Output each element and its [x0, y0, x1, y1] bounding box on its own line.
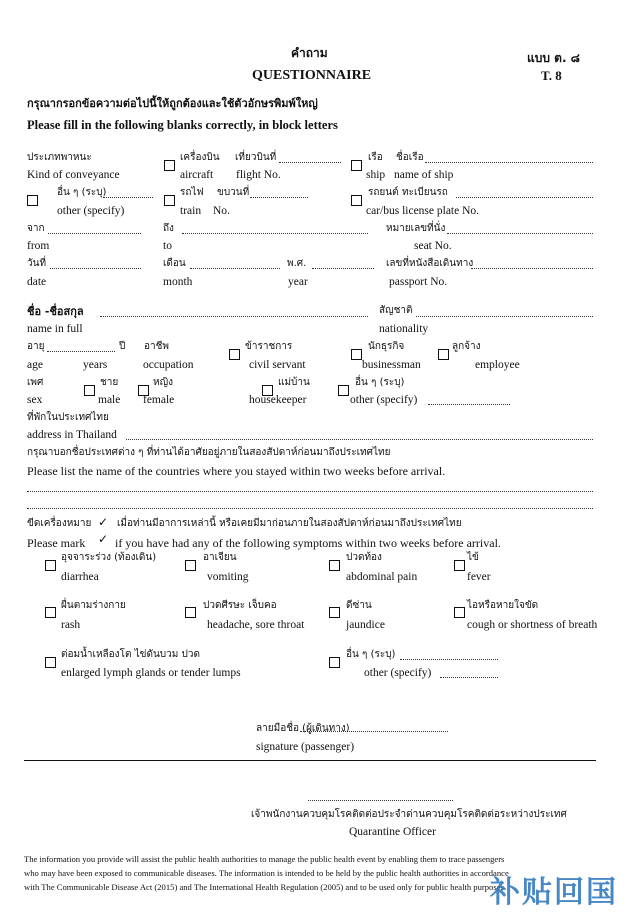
sex-label-th: เพศ	[27, 377, 44, 388]
seat-field[interactable]	[447, 233, 593, 234]
female-label-th: หญิง	[153, 377, 173, 388]
nationality-field[interactable]	[416, 316, 593, 317]
symptoms-intro-en-a: Please mark	[27, 536, 86, 550]
fever-label-th: ไข้	[467, 552, 479, 563]
car-checkbox[interactable]	[351, 195, 362, 206]
other-symptom-field-2[interactable]	[440, 677, 498, 678]
vomiting-checkbox[interactable]	[185, 560, 196, 571]
checkmark-icon: ✓	[98, 532, 109, 546]
form-number-en: T. 8	[541, 68, 562, 83]
car-label-en: car/bus license plate No.	[366, 205, 480, 217]
other-symptom-field-1[interactable]	[400, 659, 498, 660]
male-label-en: male	[98, 394, 121, 406]
to-label-th: ถึง	[163, 223, 174, 234]
jaundice-label-en: jaundice	[346, 619, 385, 631]
countries-label-en: Please list the name of the countries where you stayed within two weeks before arrival.	[27, 464, 446, 478]
countries-field-line-2[interactable]	[27, 508, 593, 509]
other-symptom-checkbox[interactable]	[329, 657, 340, 668]
sex-label-en: sex	[27, 394, 43, 406]
year-field[interactable]	[312, 268, 374, 269]
employee-label-th: ลูกจ้าง	[452, 341, 481, 352]
footer-line: The information you provide will assist the public health authorities to manage the public health event by enabling them to trace passengers	[24, 854, 505, 864]
other-occupation-field[interactable]	[428, 404, 510, 405]
seat-label-th: หมายเลขที่นั่ง	[386, 223, 446, 234]
male-checkbox[interactable]	[84, 385, 95, 396]
name-label-th: ชื่อ -ชื่อสกุล	[27, 305, 84, 318]
year-label-th: พ.ศ.	[287, 258, 307, 269]
ship-name-field[interactable]	[425, 162, 593, 163]
jaundice-label-th: ดีซ่าน	[346, 600, 372, 611]
rash-label-en: rash	[61, 619, 81, 631]
seat-label-en: seat No.	[414, 240, 452, 252]
footer-line: who may have been exposed to communicable diseases. The information is intended to be held by the public health authorities in accordance	[24, 868, 509, 878]
to-label-en: to	[163, 240, 172, 252]
nationality-label-th: สัญชาติ	[379, 305, 413, 316]
title-en: QUESTIONNAIRE	[252, 68, 372, 83]
other-conveyance-field[interactable]	[103, 197, 153, 198]
address-label-en: address in Thailand	[27, 429, 117, 441]
other-occupation-label-en: other (specify)	[350, 394, 418, 406]
name-label-en: name in full	[27, 323, 83, 335]
officer-label-th: เจ้าพนักงานควบคุมโรคติดต่อประจำด่านควบคุมโรคติดต่อระหว่างประเทศ	[251, 809, 567, 820]
businessman-label-en: businessman	[362, 359, 421, 371]
month-label-en: month	[163, 276, 193, 288]
ship-checkbox[interactable]	[351, 160, 362, 171]
other-occupation-checkbox[interactable]	[338, 385, 349, 396]
aircraft-label-en: aircraft	[180, 169, 214, 181]
passport-label-th: เลขที่หนังสือเดินทาง	[386, 258, 474, 269]
month-field[interactable]	[190, 268, 280, 269]
abdominal-pain-label-en: abdominal pain	[346, 571, 418, 583]
symptoms-intro-th-b: เมื่อท่านมีอาการเหล่านี้ หรือเคยมีมาก่อนภายในสองสัปดาห์ก่อนมาถึงประเทศไทย	[117, 518, 462, 529]
to-field[interactable]	[182, 233, 368, 234]
diarrhea-label-en: diarrhea	[61, 571, 99, 583]
plate-label-th: ทะเบียนรถ	[402, 187, 448, 198]
cough-label-th: ไอหรือหายใจขัด	[467, 600, 539, 611]
headache-label-en: headache, sore throat	[207, 619, 305, 631]
plate-number-field[interactable]	[456, 197, 593, 198]
housekeeper-label-en: housekeeper	[249, 394, 307, 406]
symptoms-intro-en-b: if you have had any of the following symptoms within two weeks before arrival.	[115, 536, 501, 550]
train-checkbox[interactable]	[164, 195, 175, 206]
diarrhea-checkbox[interactable]	[45, 560, 56, 571]
signature-label-en: signature (passenger)	[256, 741, 355, 753]
cough-checkbox[interactable]	[454, 607, 465, 618]
other-conveyance-checkbox[interactable]	[27, 195, 38, 206]
year-label-en: year	[288, 276, 308, 288]
lymph-checkbox[interactable]	[45, 657, 56, 668]
aircraft-label-th: เครื่องบิน	[180, 152, 220, 163]
flight-number-field[interactable]	[279, 162, 341, 163]
from-label-en: from	[27, 240, 50, 252]
train-number-label-th: ขบวนที่	[217, 187, 250, 198]
vomiting-label-th: อาเจียน	[203, 552, 237, 563]
flight-label-th: เที่ยวบินที่	[235, 152, 277, 163]
nationality-label-en: nationality	[379, 323, 429, 335]
car-label-th: รถยนต์	[368, 187, 399, 198]
other-conveyance-label-th: อื่น ๆ (ระบุ)	[57, 187, 107, 198]
civil-servant-label-th: ข้าราชการ	[245, 341, 293, 352]
from-label-th: จาก	[27, 223, 45, 234]
symptoms-intro-th-a: ขีดเครื่องหมาย	[27, 518, 92, 529]
flight-label-en: flight No.	[236, 169, 281, 181]
other-occupation-label-th: อื่น ๆ (ระบุ)	[355, 377, 405, 388]
employee-label-en: employee	[475, 359, 520, 371]
fever-checkbox[interactable]	[454, 560, 465, 571]
vomiting-label-en: vomiting	[207, 571, 249, 583]
male-label-th: ชาย	[100, 377, 119, 388]
footer-line: with The Communicable Disease Act (2015) and The International Health Regulation (2005) and to be used only for public health purposes.	[24, 882, 507, 892]
female-label-en: female	[143, 394, 175, 406]
age-field[interactable]	[47, 351, 115, 352]
train-number-field[interactable]	[250, 197, 308, 198]
title-th: คำถาม	[291, 46, 328, 60]
lymph-label-th: ต่อมน้ำเหลืองโต ไข่ดันบวม ปวด	[61, 649, 200, 660]
headache-checkbox[interactable]	[185, 607, 196, 618]
date-label-th: วันที่	[27, 258, 47, 269]
ship-label-th: เรือ	[368, 152, 383, 163]
from-field[interactable]	[48, 233, 141, 234]
conveyance-label-th: ประเภทพาหนะ	[27, 152, 92, 163]
age-unit-th: ปี	[119, 341, 126, 352]
other-symptom-label-en: other (specify)	[364, 667, 432, 679]
form-number-th: แบบ ต. ๘	[527, 51, 580, 65]
instruction-th: กรุณากรอกข้อความต่อไปนี้ให้ถูกต้องและใช้ตัวอักษรพิมพ์ใหญ่	[27, 97, 318, 110]
address-field[interactable]	[126, 439, 593, 440]
name-field[interactable]	[100, 316, 368, 317]
civil-servant-checkbox[interactable]	[229, 349, 240, 360]
passport-label-en: passport No.	[389, 276, 448, 288]
diarrhea-label-th: อุจจาระร่วง (ท้องเดิน)	[61, 552, 157, 563]
businessman-checkbox[interactable]	[351, 349, 362, 360]
aircraft-checkbox[interactable]	[164, 160, 175, 171]
jaundice-checkbox[interactable]	[329, 607, 340, 618]
officer-label-en: Quarantine Officer	[349, 826, 436, 838]
train-label-th: รถไฟ	[180, 187, 204, 198]
countries-label-th: กรุณาบอกชื่อประเทศต่าง ๆ ที่ท่านได้อาศัยอยู่ภายในสองสัปดาห์ก่อนมาถึงประเทศไทย	[27, 447, 391, 458]
businessman-label-th: นักธุรกิจ	[368, 341, 405, 352]
watermark-logo: 补贴回国	[490, 875, 618, 910]
abdominal-pain-checkbox[interactable]	[329, 560, 340, 571]
rash-label-th: ผื่นตามร่างกาย	[61, 600, 126, 611]
train-label-en: train	[180, 205, 202, 217]
ship-label-en: ship	[366, 169, 386, 181]
cough-label-en: cough or shortness of breath	[467, 619, 598, 631]
abdominal-pain-label-th: ปวดท้อง	[346, 552, 382, 563]
years-label-en: years	[83, 359, 108, 371]
conveyance-label-en: Kind of conveyance	[27, 169, 120, 181]
fever-label-en: fever	[467, 571, 491, 583]
date-label-en: date	[27, 276, 47, 288]
ship-name-label-en: name of ship	[394, 169, 454, 181]
countries-field-line-1[interactable]	[27, 491, 593, 492]
civil-servant-label-en: civil servant	[249, 359, 306, 371]
officer-signature-field[interactable]	[308, 800, 453, 801]
occupation-label-th: อาชีพ	[144, 341, 169, 352]
passport-field[interactable]	[471, 268, 593, 269]
lymph-label-en: enlarged lymph glands or tender lumps	[61, 667, 241, 679]
date-field[interactable]	[50, 268, 141, 269]
other-conveyance-label-en: other (specify)	[57, 205, 125, 217]
ship-name-label-th: ชื่อเรือ	[396, 152, 424, 163]
checkmark-icon: ✓	[98, 515, 109, 529]
instruction-en: Please fill in the following blanks correctly, in block letters	[27, 118, 338, 132]
address-label-th: ที่พักในประเทศไทย	[27, 412, 109, 423]
section-divider	[24, 760, 596, 761]
occupation-label-en: occupation	[143, 359, 194, 371]
age-label-en: age	[27, 359, 43, 371]
train-number-label-en: No.	[213, 205, 230, 217]
employee-checkbox[interactable]	[438, 349, 449, 360]
age-label-th: อายุ	[27, 341, 45, 352]
rash-checkbox[interactable]	[45, 607, 56, 618]
month-label-th: เดือน	[163, 258, 186, 269]
signature-label-th: ลายมือชื่อ (ผู้เดินทาง)	[256, 723, 350, 734]
housekeeper-label-th: แม่บ้าน	[278, 377, 310, 388]
headache-label-th: ปวดศีรษะ เจ็บคอ	[203, 600, 277, 611]
other-symptom-label-th: อื่น ๆ (ระบุ)	[346, 649, 396, 660]
